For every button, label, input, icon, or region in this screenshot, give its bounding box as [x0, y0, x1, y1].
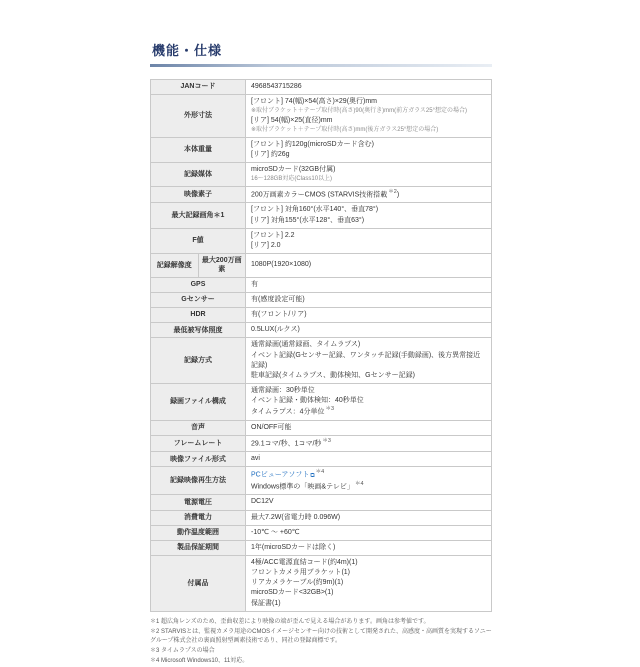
- spec-row: [151, 526, 491, 541]
- spec-text: [フロント] 2.2: [251, 231, 295, 239]
- spec-value-line: [251, 150, 486, 160]
- spec-value-line: [251, 513, 486, 523]
- spec-value-line: [251, 351, 486, 371]
- spec-text: 1080P(1920×1080): [251, 261, 312, 269]
- spec-label: F値: [151, 229, 246, 253]
- spec-label: 音声: [151, 421, 246, 435]
- spec-value: [246, 556, 491, 611]
- spec-text: -10℃ 〜 +60℃: [251, 528, 300, 536]
- spec-text: microSDカード<32GB>(1): [251, 589, 334, 597]
- spec-value: [246, 511, 491, 525]
- spec-row: [151, 163, 491, 187]
- spec-text: 最大7.2W(省電力時 0.096W): [251, 513, 341, 521]
- spec-value-line: [251, 205, 486, 215]
- spec-label: 最大記録画角＊1: [151, 203, 246, 227]
- footnote-ref: ＊4: [315, 469, 325, 476]
- spec-text: 4極/ACC電源直結コード(約4m)(1): [251, 558, 358, 566]
- spec-row: [151, 384, 491, 421]
- spec-label: 記録映像再生方法: [151, 467, 246, 494]
- spec-text: [リア] 対角155°(水平128°、垂直63°): [251, 216, 365, 224]
- spec-value-line: [251, 558, 486, 568]
- spec-row: [151, 452, 491, 467]
- spec-text: 有(感度設定可能): [251, 295, 305, 303]
- spec-text: [フロント] 対角160°(水平140°、垂直78°): [251, 206, 379, 214]
- spec-value-line: [251, 340, 486, 350]
- spec-row: [151, 229, 491, 254]
- spec-text: ON/OFF可能: [251, 423, 292, 431]
- spec-text: ※取付ブラケット＋テープ取付時(高さ)mm(後方ガラス25°想定の場合): [251, 127, 439, 134]
- spec-value: [246, 436, 491, 451]
- spec-value-line: [251, 189, 486, 200]
- spec-label: 映像素子: [151, 187, 246, 202]
- spec-text: [リア] 2.0: [251, 241, 281, 249]
- spec-label: GPS: [151, 278, 246, 292]
- title-divider: [150, 64, 492, 67]
- spec-value-line: [251, 310, 486, 320]
- spec-text: 29.1コマ/秒、1コマ/秒: [251, 440, 322, 448]
- spec-text: [リア] 約26g: [251, 150, 290, 158]
- spec-text: イベント記録・動体検知：40秒単位: [251, 397, 364, 405]
- spec-text: 16〜128GB対応(Class10以上): [251, 176, 333, 183]
- spec-value-line: [251, 371, 486, 381]
- spec-text: 200万画素カラーCMOS (STARVIS技術搭載: [251, 191, 388, 199]
- spec-value-line: [251, 295, 486, 305]
- spec-row: [151, 138, 491, 163]
- spec-row: [151, 80, 491, 95]
- spec-value-line: [251, 481, 486, 492]
- spec-label: 消費電力: [151, 511, 246, 525]
- spec-value-line: [251, 454, 486, 464]
- spec-text: 有(フロント/リア): [251, 311, 307, 319]
- spec-row: [151, 556, 491, 612]
- spec-row: [151, 511, 491, 526]
- spec-text: [フロント] 74(幅)×54(高さ)×29(奥行)mm: [251, 98, 378, 106]
- spec-value: [246, 384, 491, 420]
- spec-text: 有: [251, 280, 258, 288]
- spec-label: JANコード: [151, 80, 246, 94]
- spec-row: [151, 436, 491, 452]
- spec-label: 本体重量: [151, 138, 246, 162]
- spec-value-line: [251, 165, 486, 175]
- spec-value-line: [251, 126, 486, 135]
- footnote: ＊1 超広角レンズのため、歪曲収差により映像の端が歪んで見える場合があります。画角は参考値です。: [150, 618, 430, 625]
- spec-value-line: [251, 438, 486, 449]
- spec-row: [151, 467, 491, 495]
- spec-label: 記録媒体: [151, 163, 246, 186]
- footnotes: [150, 618, 492, 667]
- spec-text: イベント記録(Gセンサー記録、ワンタッチ記録(手動録画)、後方異常接近記録): [251, 351, 481, 369]
- spec-value: [246, 452, 491, 466]
- spec-table: [150, 79, 492, 612]
- spec-text: Windows標準の「映画&テレビ」: [251, 483, 354, 491]
- spec-row: [151, 187, 491, 203]
- footnote: ＊2 STARVISとは、監視カメラ用途のCMOSイメージセンサー向けの技術として開発された、高感度・高画質を実現するソニーグループ株式会社の裏面照射型画素技術であり、同社の登録商標です。: [150, 628, 492, 645]
- spec-value: [246, 187, 491, 202]
- spec-value: [246, 495, 491, 509]
- spec-text: 通常録画：30秒単位: [251, 386, 315, 394]
- spec-text: [フロント] 約120g(microSDカード含む): [251, 140, 374, 148]
- spec-value-line: [251, 107, 486, 116]
- spec-value-line: [251, 568, 486, 578]
- spec-text: microSDカード(32GB付属): [251, 166, 336, 174]
- external-link-icon: ⧉: [310, 472, 315, 479]
- spec-value: [246, 80, 491, 94]
- spec-value-line: [251, 216, 486, 226]
- spec-label: 電源電圧: [151, 495, 246, 509]
- spec-label: Gセンサー: [151, 293, 246, 307]
- spec-value: [246, 254, 491, 277]
- spec-text: 保証書(1): [251, 599, 281, 607]
- spec-value: [246, 293, 491, 307]
- spec-value-line: [251, 406, 486, 417]
- spec-label: 外形寸法: [151, 95, 246, 137]
- spec-text: 1年(microSDカードは除く): [251, 543, 336, 551]
- spec-value: [246, 421, 491, 435]
- spec-section: [150, 0, 492, 667]
- spec-row: [151, 323, 491, 338]
- spec-text: [リア] 54(幅)×25(直径)mm: [251, 116, 333, 124]
- spec-label: HDR: [151, 308, 246, 322]
- spec-text: 0.5LUX(ルクス): [251, 326, 300, 334]
- spec-label: フレームレート: [151, 436, 246, 451]
- spec-value-line: [251, 578, 486, 588]
- spec-value-line: [251, 325, 486, 335]
- spec-text: フロントカメラ用ブラケット(1): [251, 569, 350, 577]
- spec-label: 製品保証期間: [151, 541, 246, 555]
- footnote: ＊4 Microsoft Windows10、11対応。: [150, 658, 249, 665]
- spec-value-line: [251, 423, 486, 433]
- spec-value: [246, 467, 491, 494]
- spec-label: 映像ファイル形式: [151, 452, 246, 466]
- footnote-ref: ＊2: [388, 188, 397, 195]
- spec-value-line: [251, 599, 486, 609]
- spec-value: [246, 278, 491, 292]
- spec-row: [151, 421, 491, 436]
- footnote-ref: ＊3: [325, 406, 335, 413]
- spec-label: 動作温度範囲: [151, 526, 246, 540]
- spec-row: [151, 495, 491, 510]
- page-title: 機能・仕様: [152, 43, 223, 58]
- spec-text: リアカメラケーブル(約9m)(1): [251, 579, 344, 587]
- spec-row: [151, 308, 491, 323]
- spec-value: [246, 95, 491, 137]
- spec-text: DC12V: [251, 498, 274, 506]
- spec-text: 駐車記録(タイムラプス、動体検知、Gセンサー記録): [251, 371, 415, 379]
- spec-sublabel: 最大200万画素: [199, 254, 247, 277]
- footnote-ref: ＊4: [354, 480, 364, 487]
- footnote-ref: ＊3: [322, 437, 331, 444]
- spec-value-line: [251, 588, 486, 598]
- pc-viewer-link[interactable]: PCビューアソフト: [251, 471, 310, 479]
- spec-value-line: [251, 280, 486, 290]
- spec-row: [151, 541, 491, 556]
- footnote: ＊3 タイムラプスの場合: [150, 648, 215, 655]
- spec-value-line: [251, 497, 486, 507]
- spec-row: [151, 293, 491, 308]
- spec-label: 記録解像度: [151, 254, 199, 277]
- spec-value: [246, 203, 491, 227]
- spec-value-line: [251, 386, 486, 396]
- spec-value-line: [251, 231, 486, 241]
- spec-text: 通常録画(通常録画、タイムラプス): [251, 341, 361, 349]
- spec-value-line: [251, 97, 486, 107]
- spec-value-line: [251, 241, 486, 251]
- spec-value-line: [251, 543, 486, 553]
- spec-value: [246, 323, 491, 337]
- spec-text: avi: [251, 455, 260, 463]
- spec-value: [246, 526, 491, 540]
- spec-value-line: [251, 260, 486, 270]
- spec-row: [151, 203, 491, 228]
- spec-label: 付属品: [151, 556, 246, 611]
- spec-value-line: [251, 528, 486, 538]
- spec-text: ※取付ブラケット＋テープ取付時(高さ)90(奥行き)mm(前方ガラス25°想定の場合): [251, 108, 467, 115]
- spec-value: [246, 308, 491, 322]
- spec-value: [246, 138, 491, 162]
- spec-label: 録画ファイル構成: [151, 384, 246, 420]
- spec-value-line: [251, 175, 486, 184]
- spec-row: [151, 278, 491, 293]
- spec-value-line: [251, 469, 486, 480]
- spec-value: [246, 541, 491, 555]
- spec-value-line: [251, 116, 486, 126]
- spec-row: [151, 338, 491, 384]
- spec-label: 最低被写体照度: [151, 323, 246, 337]
- spec-value-line: [251, 140, 486, 150]
- spec-value: [246, 163, 491, 186]
- spec-text: タイムラプス：4分単位: [251, 408, 325, 416]
- spec-row: [151, 95, 491, 138]
- spec-value: [246, 229, 491, 253]
- spec-row: [151, 254, 491, 278]
- spec-value-line: [251, 396, 486, 406]
- spec-label: 記録方式: [151, 338, 246, 383]
- spec-text: ): [396, 191, 400, 199]
- spec-value-line: [251, 82, 486, 92]
- spec-value: [246, 338, 491, 383]
- spec-text: 4968543715286: [251, 83, 302, 90]
